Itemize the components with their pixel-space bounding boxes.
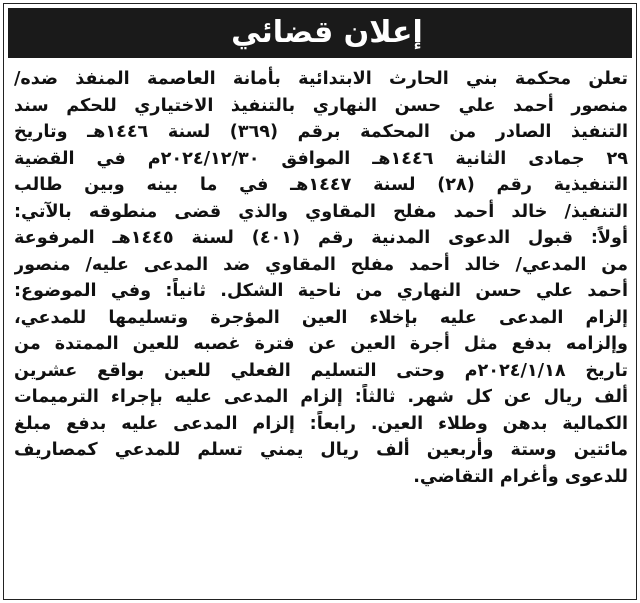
notice-line: التنفيذ/ خالد أحمد مفلح المقاوي والذي قضى منطوقه بالآتي: xyxy=(14,201,628,222)
notice-line: مائتين وستة وأربعين ألف ريال يمني تسلم للمدعي كمصاريف xyxy=(14,440,628,460)
notice-line: أحمد علي حسن النهاري من ناحية الشكل. ثانياً: وفي الموضوع: xyxy=(14,281,628,301)
notice-line: إلزام المدعى عليه بإخلاء العين المؤجرة وتسليمها للمدعي، xyxy=(14,307,628,328)
title-box xyxy=(212,8,442,58)
notice-line: تاريخ ٢٠٢٤/١/١٨م وحتى التسليم الفعلي للعين بواقع عشرين xyxy=(14,360,628,381)
notice-title: إعلان قضائي xyxy=(231,15,423,50)
notice-line: الكمالية بدهن وطلاء العين. رابعاً: إلزام المدعى عليه بدفع مبلغ xyxy=(14,413,628,434)
notice-line: منصور أحمد علي حسن النهاري بالتنفيذ الاختياري للحكم سند xyxy=(14,95,628,116)
notice-line: ألف ريال عن كل شهر. ثالثاً: إلزام المدعى عليه بإجراء الترميمات xyxy=(14,387,628,407)
notice-line: وإلزامه بدفع مثل أجرة العين عن فترة غصبه للعين الممتدة من xyxy=(14,334,628,354)
notice-line: التنفيذ الصادر من المحكمة برقم (٣٦٩) لسنة ١٤٤٦هـ وتاريخ xyxy=(14,122,628,142)
notice-line: أولاً: قبول الدعوى المدنية رقم (٤٠١) لسنة ١٤٤٥هـ المرفوعة xyxy=(14,228,628,248)
notice-line: التنفيذية رقم (٢٨) لسنة ١٤٤٧هـ في ما بينه وبين طالب xyxy=(14,175,628,195)
title-bar xyxy=(8,8,632,58)
notice-body xyxy=(14,66,628,490)
notice-line: من المدعي/ خالد أحمد مفلح المقاوي ضد المدعى عليه/ منصور xyxy=(14,254,628,275)
notice-line: تعلن محكمة بني الحارث الابتدائية بأمانة العاصمة المنفذ ضده/ xyxy=(14,69,628,89)
notice-line: للدعوى وأغرام التقاضي. xyxy=(413,466,628,487)
notice-line: ٢٩ جمادى الثانية ١٤٤٦هـ الموافق ٢٠٢٤/١٢/٣٠م في القضية xyxy=(14,148,628,169)
